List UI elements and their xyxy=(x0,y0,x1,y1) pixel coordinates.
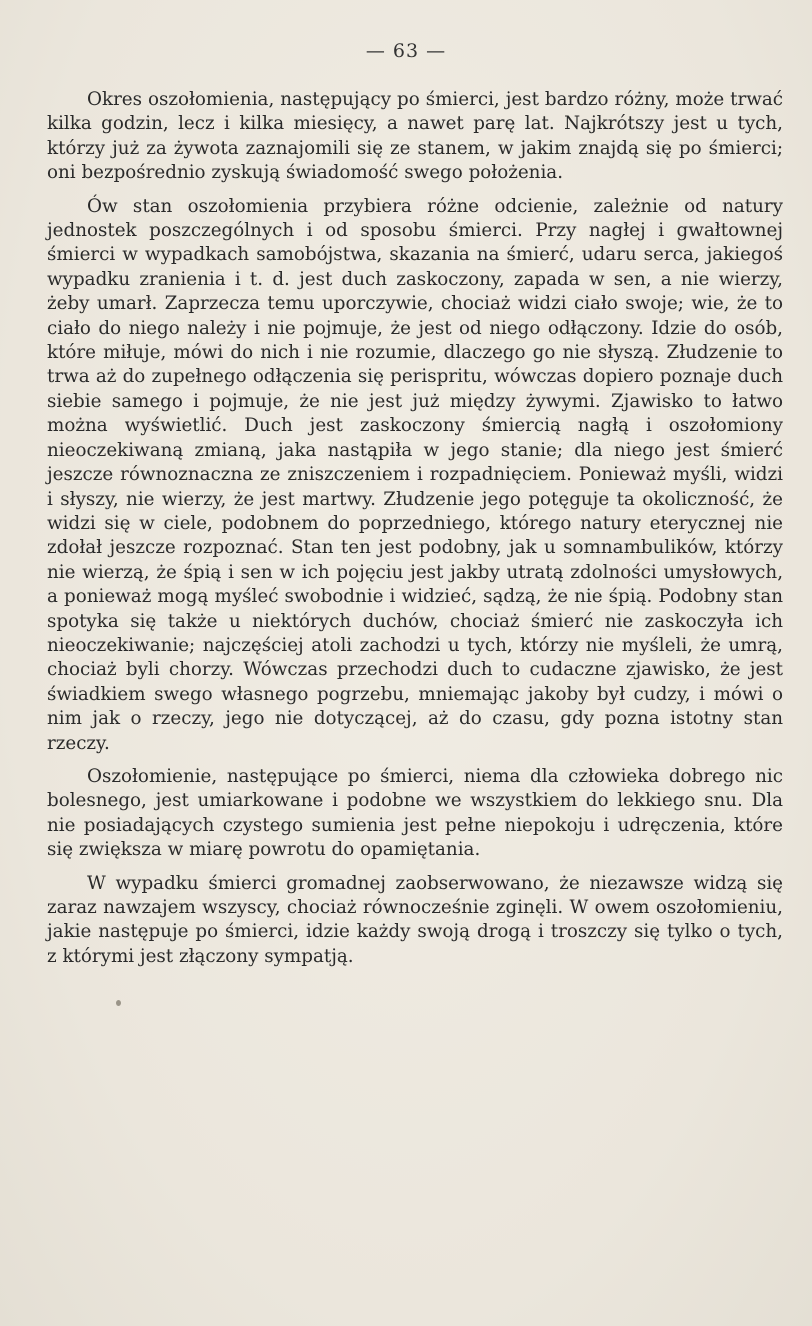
paragraph-1: Okres oszołomienia, następujący po śmierci, jest bardzo różny, może trwać kilka godzin, lecz i kilka miesięcy, a nawet parę lat. Najkrótszy jest u tych, którzy już za żywota zaznajomili się ze stanem, w jakim znajdą się po śmierci; oni bezpośrednio zyskują świadomość swego położenia. xyxy=(47,89,783,184)
ink-speck xyxy=(116,1000,121,1006)
page-number: — 63 — xyxy=(365,40,447,62)
body-text xyxy=(47,88,783,978)
paragraph-4: W wypadku śmierci gromadnej zaobserwowano, że niezawsze widzą się zaraz nawzajem wszyscy, chociaż równocześnie zginęli. W owem oszołomieniu, jakie następuje po śmierci, idzie każdy swoją drogą i troszczy się tylko o tych, z którymi jest złączony sympatją. xyxy=(47,872,783,967)
paragraph-3: Oszołomienie, następujące po śmierci, niema dla człowieka dobrego nic bolesnego, jest umiarkowane i podobne we wszystkiem do lekkiego snu. Dla nie posiadających czystego sumienia jest pełne niepokoju i udręczenia, które się zwiększa w miarę powrotu do opamiętania. xyxy=(47,765,783,861)
paragraph-2: Ów stan oszołomienia przybiera różne odcienie, zależnie od natury jednostek poszczególnych i od sposobu śmierci. Przy nagłej i gwałtownej śmierci w wypadkach samobójstwa, skazania na śmierć, udaru serca, jakiegoś wypadku zranienia i t. d. jest duch zaskoczony, zapada w sen, a nie wierzy, żeby umarł. Zaprzecza temu uporczywie, chociaż widzi ciało swoje; wie, że to ciało do niego należy i nie pojmuje, że jest od niego odłączony. Idzie do osób, które miłuje, mówi do nich i nie rozumie, dlaczego go nie słyszą. Złudzenie to trwa aż do zupełnego odłączenia się perispritu, wówczas dopiero poznaje duch siebie samego i pojmuje, że nie jest już między żywymi. Zjawisko to łatwo można wyświetlić. Duch jest zaskoczony śmiercią nagłą i oszołomiony nieoczekiwaną zmianą, jaka nastąpiła w jego stanie; dla niego jest śmierć jeszcze równoznaczna ze zniszczeniem i rozpadnięciem. Ponieważ myśli, widzi i słyszy, nie wierzy, że jest martwy. Złudzenie jego potęguje ta okoliczność, że widzi się w ciele, podobnem do poprzedniego, którego natury eterycznej nie zdołał jeszcze rozpoznać. Stan ten jest podobny, jak u somnambulików, którzy nie wierzą, że śpią i sen w ich pojęciu jest jakby utratą zdolności umysłowych, a ponieważ mogą myśleć swobodnie i widzieć, sądzą, że nie śpią. Podobny stan spotyka się także u niektórych duchów, chociaż śmierć nie zaskoczyła ich nieoczekiwanie; najczęściej atoli zachodzi u tych, którzy nie myśleli, że umrą, chociaż byli chorzy. Wówczas przechodzi duch to cudaczne zjawisko, że jest świadkiem swego własnego pogrzebu, mniemając jakoby był cudzy, i mówi o nim jak o rzeczy, jego nie dotyczącej, aż do czasu, gdy pozna istotny stan rzeczy. xyxy=(47,195,783,754)
